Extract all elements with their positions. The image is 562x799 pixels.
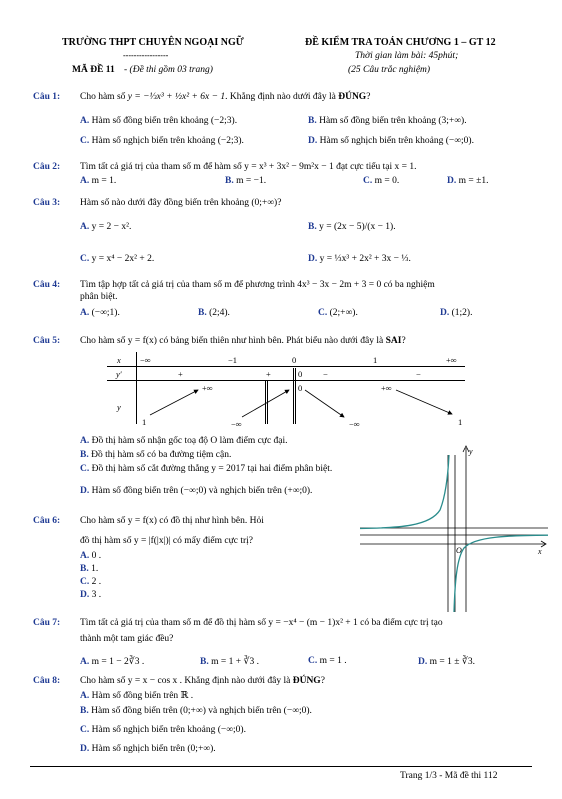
q1-option-d[interactable]: D. Hàm số nghịch biến trên khoảng (−∞;0). [308,136,474,146]
q3-option-a[interactable]: A. y = 2 − x². [80,222,132,232]
q2-option-b[interactable]: B. m = −1. [225,176,267,186]
footer-rule [30,766,532,767]
q5-option-b[interactable]: B. Đồ thị hàm số có ba đường tiệm cận. [80,450,232,460]
vt-x-val: −∞ [140,355,151,365]
q4-label: Câu 4: [33,280,61,290]
q3-option-d[interactable]: D. y = ⅓x³ + 2x² + 3x − ⅓. [308,254,411,264]
header-dashes: ----------------- [123,51,169,60]
vt-x-val: −1 [228,355,238,365]
vt-y-val: +∞ [202,383,213,393]
vt-y-val: −∞ [349,419,360,429]
q8-label: Câu 8: [33,676,61,686]
vt-sign: 0 [298,369,303,379]
q6-option-c[interactable]: C. 2 . [80,577,102,587]
q4-option-b[interactable]: B. (2;4). [198,308,230,318]
graph-y-label: y [469,447,473,456]
vt-y-label: y [117,402,121,412]
vt-y-val: 1 [142,417,147,427]
vt-sign: − [416,369,421,379]
q8-option-b[interactable]: B. Hàm số đồng biến trên (0;+∞) và nghịch biến trên (−∞;0). [80,706,312,716]
q8-option-a[interactable]: A. Hàm số đồng biến trên ℝ . [80,691,194,701]
q6-option-a[interactable]: A. 0 . [80,551,102,561]
q3-option-b[interactable]: B. y = (2x − 5)/(x − 1). [308,222,396,232]
vt-y-val: +∞ [381,383,392,393]
exam-code: MÃ ĐỀ 11 [72,65,115,75]
q6-stem-line1: Cho hàm số y = f(x) có đồ thị như hình bên. Hỏi [80,516,264,526]
vt-derivative-label: y′ [116,369,122,379]
graph-origin-label: O [456,546,462,555]
vt-x-val: +∞ [446,355,457,365]
q3-option-c[interactable]: C. y = x⁴ − 2x² + 2. [80,254,155,264]
q5-option-a[interactable]: A. Đồ thị hàm số nhận gốc toạ độ O làm điểm cực đại. [80,436,288,446]
q4-option-d[interactable]: D. (1;2). [440,308,473,318]
q2-option-d[interactable]: D. m = ±1. [447,176,489,186]
q1-stem: Cho hàm số y = −⅓x³ + ½x² + 6x − 1. Khẳng định nào dưới đây là ĐÚNG? [80,92,371,102]
q4-stem-line2: phân biệt. [80,292,118,302]
q4-option-c[interactable]: C. (2;+∞). [318,308,358,318]
q7-option-c[interactable]: C. m = 1 . [308,656,347,666]
exam-time: Thời gian làm bài: 45phút; [355,51,459,61]
q7-option-b[interactable]: B. m = 1 + ∛3 . [200,657,260,667]
q1-option-c[interactable]: C. Hàm số nghịch biến trên khoảng (−2;3). [80,136,244,146]
q5-option-d[interactable]: D. Hàm số đồng biến trên (−∞;0) và nghịch biến trên (+∞;0). [80,486,313,496]
q4-stem-line1: Tìm tập hợp tất cả giá trị của tham số m để phương trình 4x³ − 3x − 2m + 3 = 0 có ba nghiệm [80,280,435,290]
q3-label: Câu 3: [33,198,61,208]
question-count: (25 Câu trắc nghiệm) [348,65,431,75]
q7-stem-line1: Tìm tất cả giá trị của tham số m để đồ thị hàm số y = −x⁴ − (m − 1)x² + 1 có ba điểm cực trị tạo [80,618,443,628]
school-name: TRƯỜNG THPT CHUYÊN NGOẠI NGỮ [62,37,244,48]
exam-title: ĐỀ KIỂM TRA TOÁN CHƯƠNG 1 – GT 12 [305,37,496,48]
vt-y-val: −∞ [231,419,242,429]
q2-label: Câu 2: [33,162,61,172]
q8-option-c[interactable]: C. Hàm số nghịch biến trên khoảng (−∞;0). [80,725,246,735]
exam-pages-note: - (Đề thi gồm 03 trang) [124,65,213,75]
q3-stem: Hàm số nào dưới đây đồng biến trên khoảng (0;+∞)? [80,198,282,208]
vt-sign: − [323,369,328,379]
q8-stem: Cho hàm số y = x − cos x . Khẳng định nào dưới đây là ĐÚNG? [80,676,325,686]
vt-sign: + [178,369,183,379]
vt-y-val: 1 [458,417,463,427]
vt-x-val: 0 [292,355,297,365]
q8-option-d[interactable]: D. Hàm số nghịch biến trên (0;+∞). [80,744,216,754]
q2-stem: Tìm tất cả giá trị của tham số m để hàm số y = x³ + 3x² − 9m²x − 1 đạt cực tiểu tại x = 1. [80,162,417,172]
q6-graph [360,440,550,615]
q4-option-a[interactable]: A. (−∞;1). [80,308,120,318]
q1-option-b[interactable]: B. Hàm số đồng biến trên khoảng (3;+∞). [308,116,467,126]
q6-option-b[interactable]: B. 1. [80,564,99,574]
q6-option-d[interactable]: D. 3 . [80,590,102,600]
q7-option-d[interactable]: D. m = 1 ± ∛3. [418,657,476,667]
q5-stem: Cho hàm số y = f(x) có bảng biến thiên như hình bên. Phát biểu nào dưới đây là SAI? [80,336,406,346]
q1-label: Câu 1: [33,92,61,102]
page-footer: Trang 1/3 - Mã đề thi 112 [400,771,498,781]
q2-option-c[interactable]: C. m = 0. [363,176,400,186]
vt-sign: + [266,369,271,379]
q5-option-c[interactable]: C. Đồ thị hàm số cắt đường thẳng y = 2017 tại hai điểm phân biệt. [80,464,333,474]
q7-stem-line2: thành một tam giác đều? [80,634,174,644]
vt-y-val: 0 [298,383,303,393]
vt-x-val: 1 [373,355,378,365]
q6-stem-line2: đồ thị hàm số y = |f(|x|)| có mấy điểm cực trị? [80,536,253,546]
vt-x-label: x [117,355,121,365]
q2-option-a[interactable]: A. m = 1. [80,176,117,186]
q6-label: Câu 6: [33,516,61,526]
q5-label: Câu 5: [33,336,61,346]
q7-option-a[interactable]: A. m = 1 − 2∛3 . [80,657,145,667]
q1-option-a[interactable]: A. Hàm số đồng biến trên khoảng (−2;3). [80,116,238,126]
graph-x-label: x [538,547,542,556]
q7-label: Câu 7: [33,618,61,628]
